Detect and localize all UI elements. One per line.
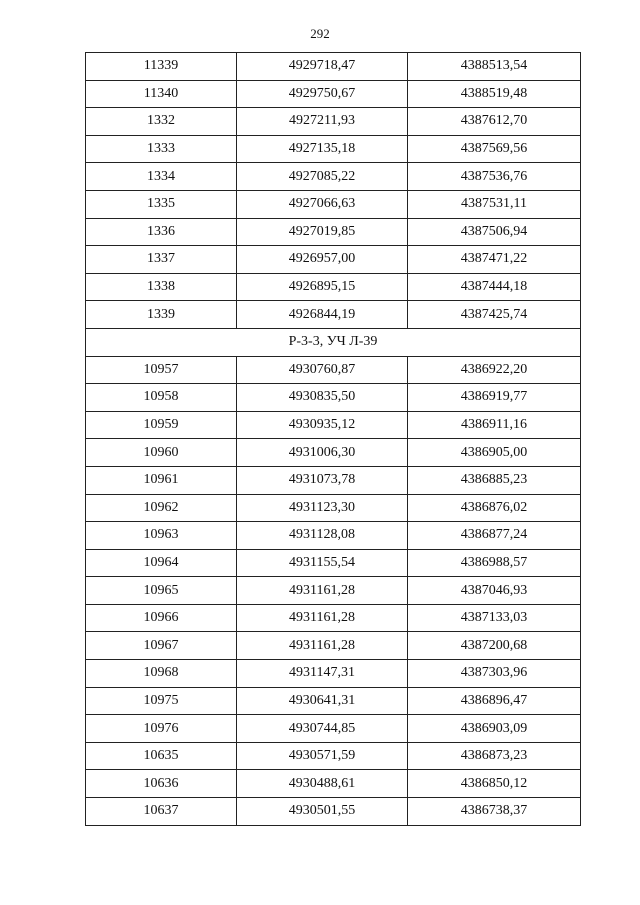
table-row: [86, 411, 581, 439]
y-coordinate-cell: 4386919,77: [408, 384, 581, 412]
point-number-cell: 1338: [86, 273, 237, 301]
point-number-cell: 1336: [86, 218, 237, 246]
point-number-cell: 1334: [86, 163, 237, 191]
point-number-cell: 10965: [86, 577, 237, 605]
x-coordinate-cell: 4929750,67: [237, 80, 408, 108]
x-coordinate-cell: 4927085,22: [237, 163, 408, 191]
point-number-cell: 10636: [86, 770, 237, 798]
x-coordinate-cell: 4930935,12: [237, 411, 408, 439]
y-coordinate-cell: 4386876,02: [408, 494, 581, 522]
y-coordinate-cell: 4386896,47: [408, 687, 581, 715]
point-number-cell: 10959: [86, 411, 237, 439]
point-number-cell: 10975: [86, 687, 237, 715]
y-coordinate-cell: 4387531,11: [408, 190, 581, 218]
table-row: [86, 356, 581, 384]
x-coordinate-cell: 4930571,59: [237, 742, 408, 770]
point-number-cell: 1339: [86, 301, 237, 329]
table-row: [86, 577, 581, 605]
x-coordinate-cell: 4926844,19: [237, 301, 408, 329]
table-row: [86, 218, 581, 246]
coordinates-table: [85, 52, 581, 826]
table-row: [86, 798, 581, 826]
table-row: [86, 163, 581, 191]
y-coordinate-cell: 4386877,24: [408, 522, 581, 550]
point-number-cell: 10968: [86, 660, 237, 688]
y-coordinate-cell: 4387471,22: [408, 246, 581, 274]
y-coordinate-cell: 4386850,12: [408, 770, 581, 798]
y-coordinate-cell: 4388513,54: [408, 53, 581, 81]
x-coordinate-cell: 4926957,00: [237, 246, 408, 274]
table-row: [86, 273, 581, 301]
section-header-row: [86, 328, 581, 356]
y-coordinate-cell: 4387425,74: [408, 301, 581, 329]
table-row: [86, 384, 581, 412]
table-row: [86, 466, 581, 494]
section-header-body: [86, 328, 581, 356]
x-coordinate-cell: 4931128,08: [237, 522, 408, 550]
point-number-cell: 10637: [86, 798, 237, 826]
table-row: [86, 108, 581, 136]
x-coordinate-cell: 4929718,47: [237, 53, 408, 81]
x-coordinate-cell: 4930760,87: [237, 356, 408, 384]
table-row: [86, 246, 581, 274]
section-heading: Р-3-3, УЧ Л-39: [86, 328, 581, 356]
point-number-cell: 10957: [86, 356, 237, 384]
point-number-cell: 10976: [86, 715, 237, 743]
table-row: [86, 301, 581, 329]
point-number-cell: 1333: [86, 135, 237, 163]
x-coordinate-cell: 4931123,30: [237, 494, 408, 522]
x-coordinate-cell: 4931006,30: [237, 439, 408, 467]
table-row: [86, 53, 581, 81]
table-row: [86, 604, 581, 632]
point-number-cell: 10958: [86, 384, 237, 412]
x-coordinate-cell: 4931161,28: [237, 577, 408, 605]
y-coordinate-cell: 4387444,18: [408, 273, 581, 301]
table-row: [86, 549, 581, 577]
y-coordinate-cell: 4386903,09: [408, 715, 581, 743]
point-number-cell: 11339: [86, 53, 237, 81]
y-coordinate-cell: 4386885,23: [408, 466, 581, 494]
x-coordinate-cell: 4927211,93: [237, 108, 408, 136]
x-coordinate-cell: 4927019,85: [237, 218, 408, 246]
x-coordinate-cell: 4930488,61: [237, 770, 408, 798]
point-number-cell: 10964: [86, 549, 237, 577]
table-row: [86, 742, 581, 770]
x-coordinate-cell: 4931147,31: [237, 660, 408, 688]
table-body-bottom: [86, 356, 581, 825]
y-coordinate-cell: 4386911,16: [408, 411, 581, 439]
x-coordinate-cell: 4930641,31: [237, 687, 408, 715]
y-coordinate-cell: 4387303,96: [408, 660, 581, 688]
y-coordinate-cell: 4386988,57: [408, 549, 581, 577]
y-coordinate-cell: 4387536,76: [408, 163, 581, 191]
point-number-cell: 11340: [86, 80, 237, 108]
point-number-cell: 10966: [86, 604, 237, 632]
x-coordinate-cell: 4930744,85: [237, 715, 408, 743]
table-row: [86, 190, 581, 218]
table-row: [86, 632, 581, 660]
point-number-cell: 1332: [86, 108, 237, 136]
x-coordinate-cell: 4926895,15: [237, 273, 408, 301]
point-number-cell: 10962: [86, 494, 237, 522]
table-row: [86, 522, 581, 550]
table-row: [86, 715, 581, 743]
point-number-cell: 10961: [86, 466, 237, 494]
x-coordinate-cell: 4927066,63: [237, 190, 408, 218]
y-coordinate-cell: 4388519,48: [408, 80, 581, 108]
point-number-cell: 1337: [86, 246, 237, 274]
point-number-cell: 1335: [86, 190, 237, 218]
point-number-cell: 10960: [86, 439, 237, 467]
point-number-cell: 10963: [86, 522, 237, 550]
x-coordinate-cell: 4927135,18: [237, 135, 408, 163]
table-row: [86, 770, 581, 798]
table-row: [86, 660, 581, 688]
y-coordinate-cell: 4386905,00: [408, 439, 581, 467]
x-coordinate-cell: 4931161,28: [237, 604, 408, 632]
x-coordinate-cell: 4931073,78: [237, 466, 408, 494]
y-coordinate-cell: 4386873,23: [408, 742, 581, 770]
table-row: [86, 687, 581, 715]
x-coordinate-cell: 4931155,54: [237, 549, 408, 577]
y-coordinate-cell: 4387133,03: [408, 604, 581, 632]
table-row: [86, 439, 581, 467]
y-coordinate-cell: 4387046,93: [408, 577, 581, 605]
x-coordinate-cell: 4930835,50: [237, 384, 408, 412]
x-coordinate-cell: 4930501,55: [237, 798, 408, 826]
x-coordinate-cell: 4931161,28: [237, 632, 408, 660]
page-number: 292: [310, 26, 330, 41]
y-coordinate-cell: 4387506,94: [408, 218, 581, 246]
y-coordinate-cell: 4386922,20: [408, 356, 581, 384]
table-row: [86, 135, 581, 163]
y-coordinate-cell: 4387569,56: [408, 135, 581, 163]
table-body-top: [86, 53, 581, 329]
point-number-cell: 10967: [86, 632, 237, 660]
y-coordinate-cell: 4387612,70: [408, 108, 581, 136]
point-number-cell: 10635: [86, 742, 237, 770]
table-row: [86, 494, 581, 522]
y-coordinate-cell: 4386738,37: [408, 798, 581, 826]
y-coordinate-cell: 4387200,68: [408, 632, 581, 660]
table-row: [86, 80, 581, 108]
